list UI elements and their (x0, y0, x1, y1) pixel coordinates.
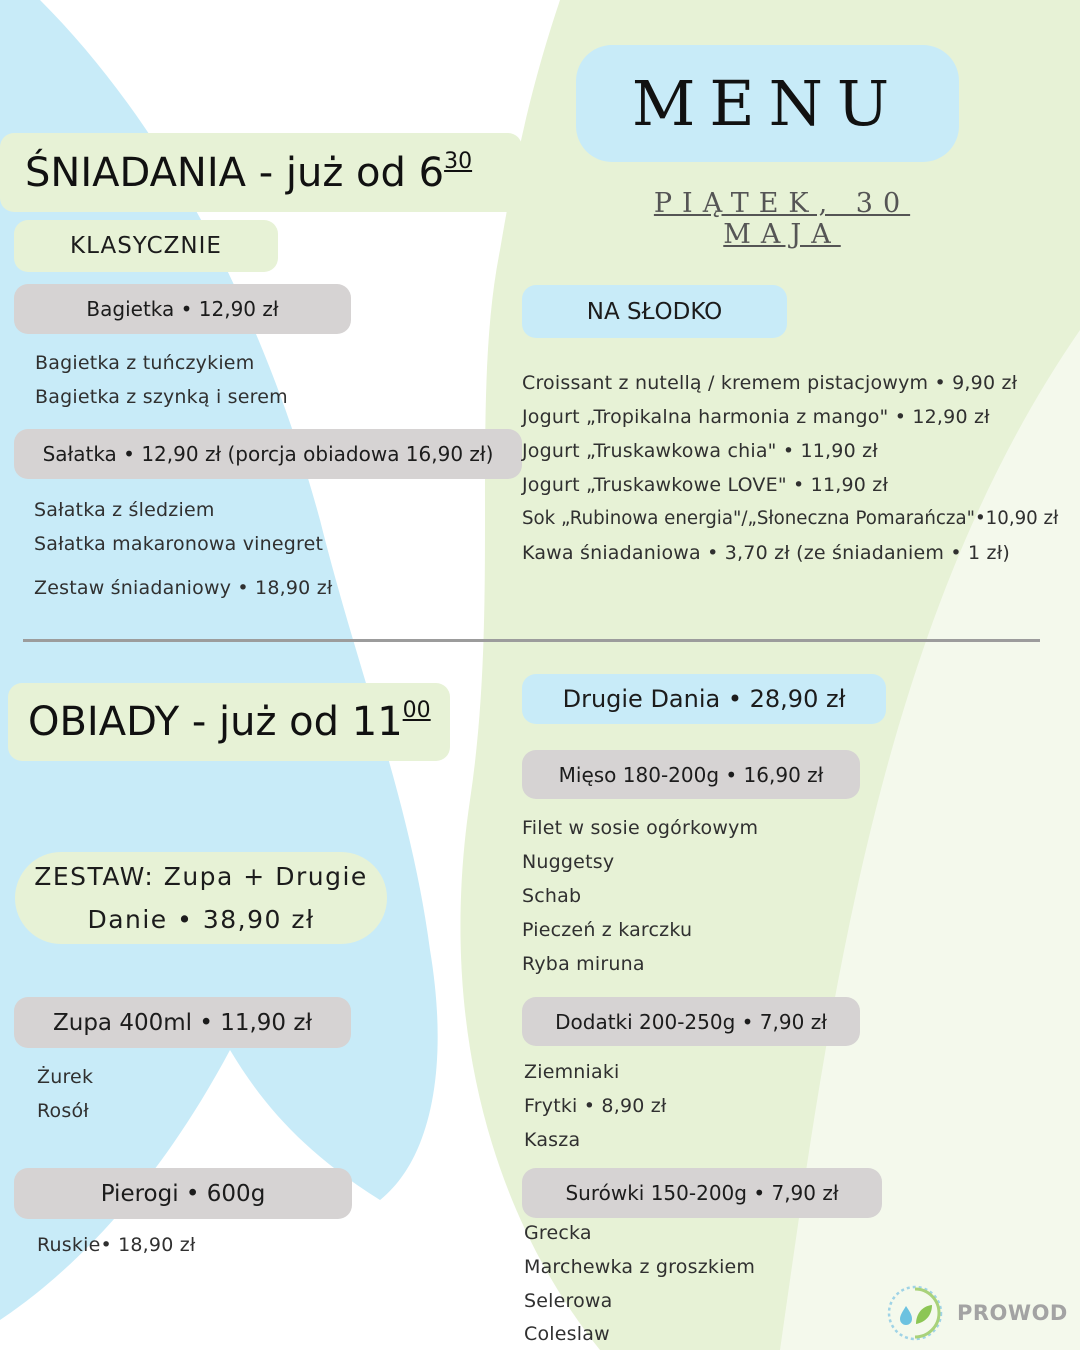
breakfast-time-sup: 30 (444, 148, 473, 174)
main-header-box (522, 674, 886, 724)
salads-header-box (522, 1168, 882, 1218)
classic-label: KLASYCZNIE (70, 233, 222, 259)
lunch-title-box (8, 683, 450, 761)
pierogi-header-box (14, 1168, 352, 1219)
baguette-header-box (14, 284, 351, 334)
meat-item: Filet w sosie ogórkowym (522, 817, 759, 839)
baguette-item: Bagietka z szynką i serem (35, 386, 288, 408)
salad-header-box (14, 429, 522, 479)
breakfast-set: Zestaw śniadaniowy • 18,90 zł (34, 577, 333, 599)
breakfast-title-box (0, 133, 522, 212)
salads-item: Grecka (524, 1222, 592, 1244)
sweet-label-box (522, 285, 787, 338)
section-divider (23, 639, 1040, 642)
sides-item: Ziemniaki (524, 1061, 620, 1083)
brand-name: PROWOD (957, 1301, 1068, 1325)
pierogi-item: Ruskie• 18,90 zł (37, 1234, 196, 1256)
sides-item: Frytki • 8,90 zł (524, 1095, 667, 1117)
soup-header: Zupa 400ml • 11,90 zł (53, 1009, 312, 1036)
meat-header: Mięso 180-200g • 16,90 zł (558, 762, 824, 787)
drop-leaf-logo-icon (886, 1284, 944, 1342)
salad-item: Sałatka makaronowa vinegret (34, 533, 324, 555)
sweet-item: Jogurt „Truskawkowe LOVE" • 11,90 zł (522, 474, 889, 496)
lunch-time-sup: 00 (402, 698, 431, 724)
sides-header: Dodatki 200-250g • 7,90 zł (555, 1009, 827, 1034)
sweet-item: Jogurt „Tropikalna harmonia z mango" • 12,90 zł (522, 406, 990, 428)
salads-item: Marchewka z groszkiem (524, 1256, 756, 1278)
lunch-set-line2: Danie • 38,90 zł (87, 905, 315, 934)
salads-header: Surówki 150-200g • 7,90 zł (565, 1181, 839, 1205)
lunch-set-box (15, 852, 387, 944)
salad-item: Sałatka z śledziem (34, 499, 215, 521)
menu-date: PIĄTEK, 30 MAJA (653, 188, 911, 250)
salads-item: Coleslaw (524, 1323, 610, 1345)
meat-item: Ryba miruna (522, 953, 645, 975)
main-header: Drugie Dania • 28,90 zł (562, 685, 846, 713)
sweet-item: Kawa śniadaniowa • 3,70 zł (ze śniadaniem • 1 zł) (522, 542, 1010, 564)
lunch-title (28, 699, 431, 745)
sides-header-box (522, 997, 860, 1046)
lunch-title-text: OBIADY - już od 11 (28, 699, 403, 745)
sweet-item: Jogurt „Truskawkowa chia" • 11,90 zł (522, 440, 878, 462)
sweet-item: Sok „Rubinowa energia"/„Słoneczna Pomarańcza"•10,90 zł (522, 508, 1059, 529)
brand-logo (886, 1284, 1066, 1344)
baguette-item: Bagietka z tuńczykiem (35, 352, 255, 374)
sweet-item: Croissant z nutellą / kremem pistacjowym • 9,90 zł (522, 372, 1018, 394)
pierogi-header: Pierogi • 600g (100, 1180, 266, 1207)
baguette-header: Bagietka • 12,90 zł (86, 297, 279, 321)
meat-item: Schab (522, 885, 582, 907)
soup-header-box (14, 997, 351, 1048)
sides-item: Kasza (524, 1129, 581, 1151)
soup-item: Rosół (37, 1100, 89, 1122)
salad-header: Sałatka • 12,90 zł (porcja obiadowa 16,90 zł) (42, 442, 494, 466)
meat-item: Nuggetsy (522, 851, 615, 873)
soup-item: Żurek (37, 1066, 94, 1088)
salads-item: Selerowa (524, 1290, 613, 1312)
lunch-set-line1: ZESTAW: Zupa + Drugie (34, 862, 368, 891)
menu-title-box (576, 45, 959, 162)
breakfast-title-text: ŚNIADANIA - już od 6 (25, 149, 445, 196)
sweet-label: NA SŁODKO (586, 298, 723, 325)
breakfast-title (25, 150, 472, 196)
menu-title: MENU (631, 67, 904, 140)
meat-header-box (522, 750, 860, 799)
meat-item: Pieczeń z karczku (522, 919, 693, 941)
classic-label-box (14, 220, 278, 272)
